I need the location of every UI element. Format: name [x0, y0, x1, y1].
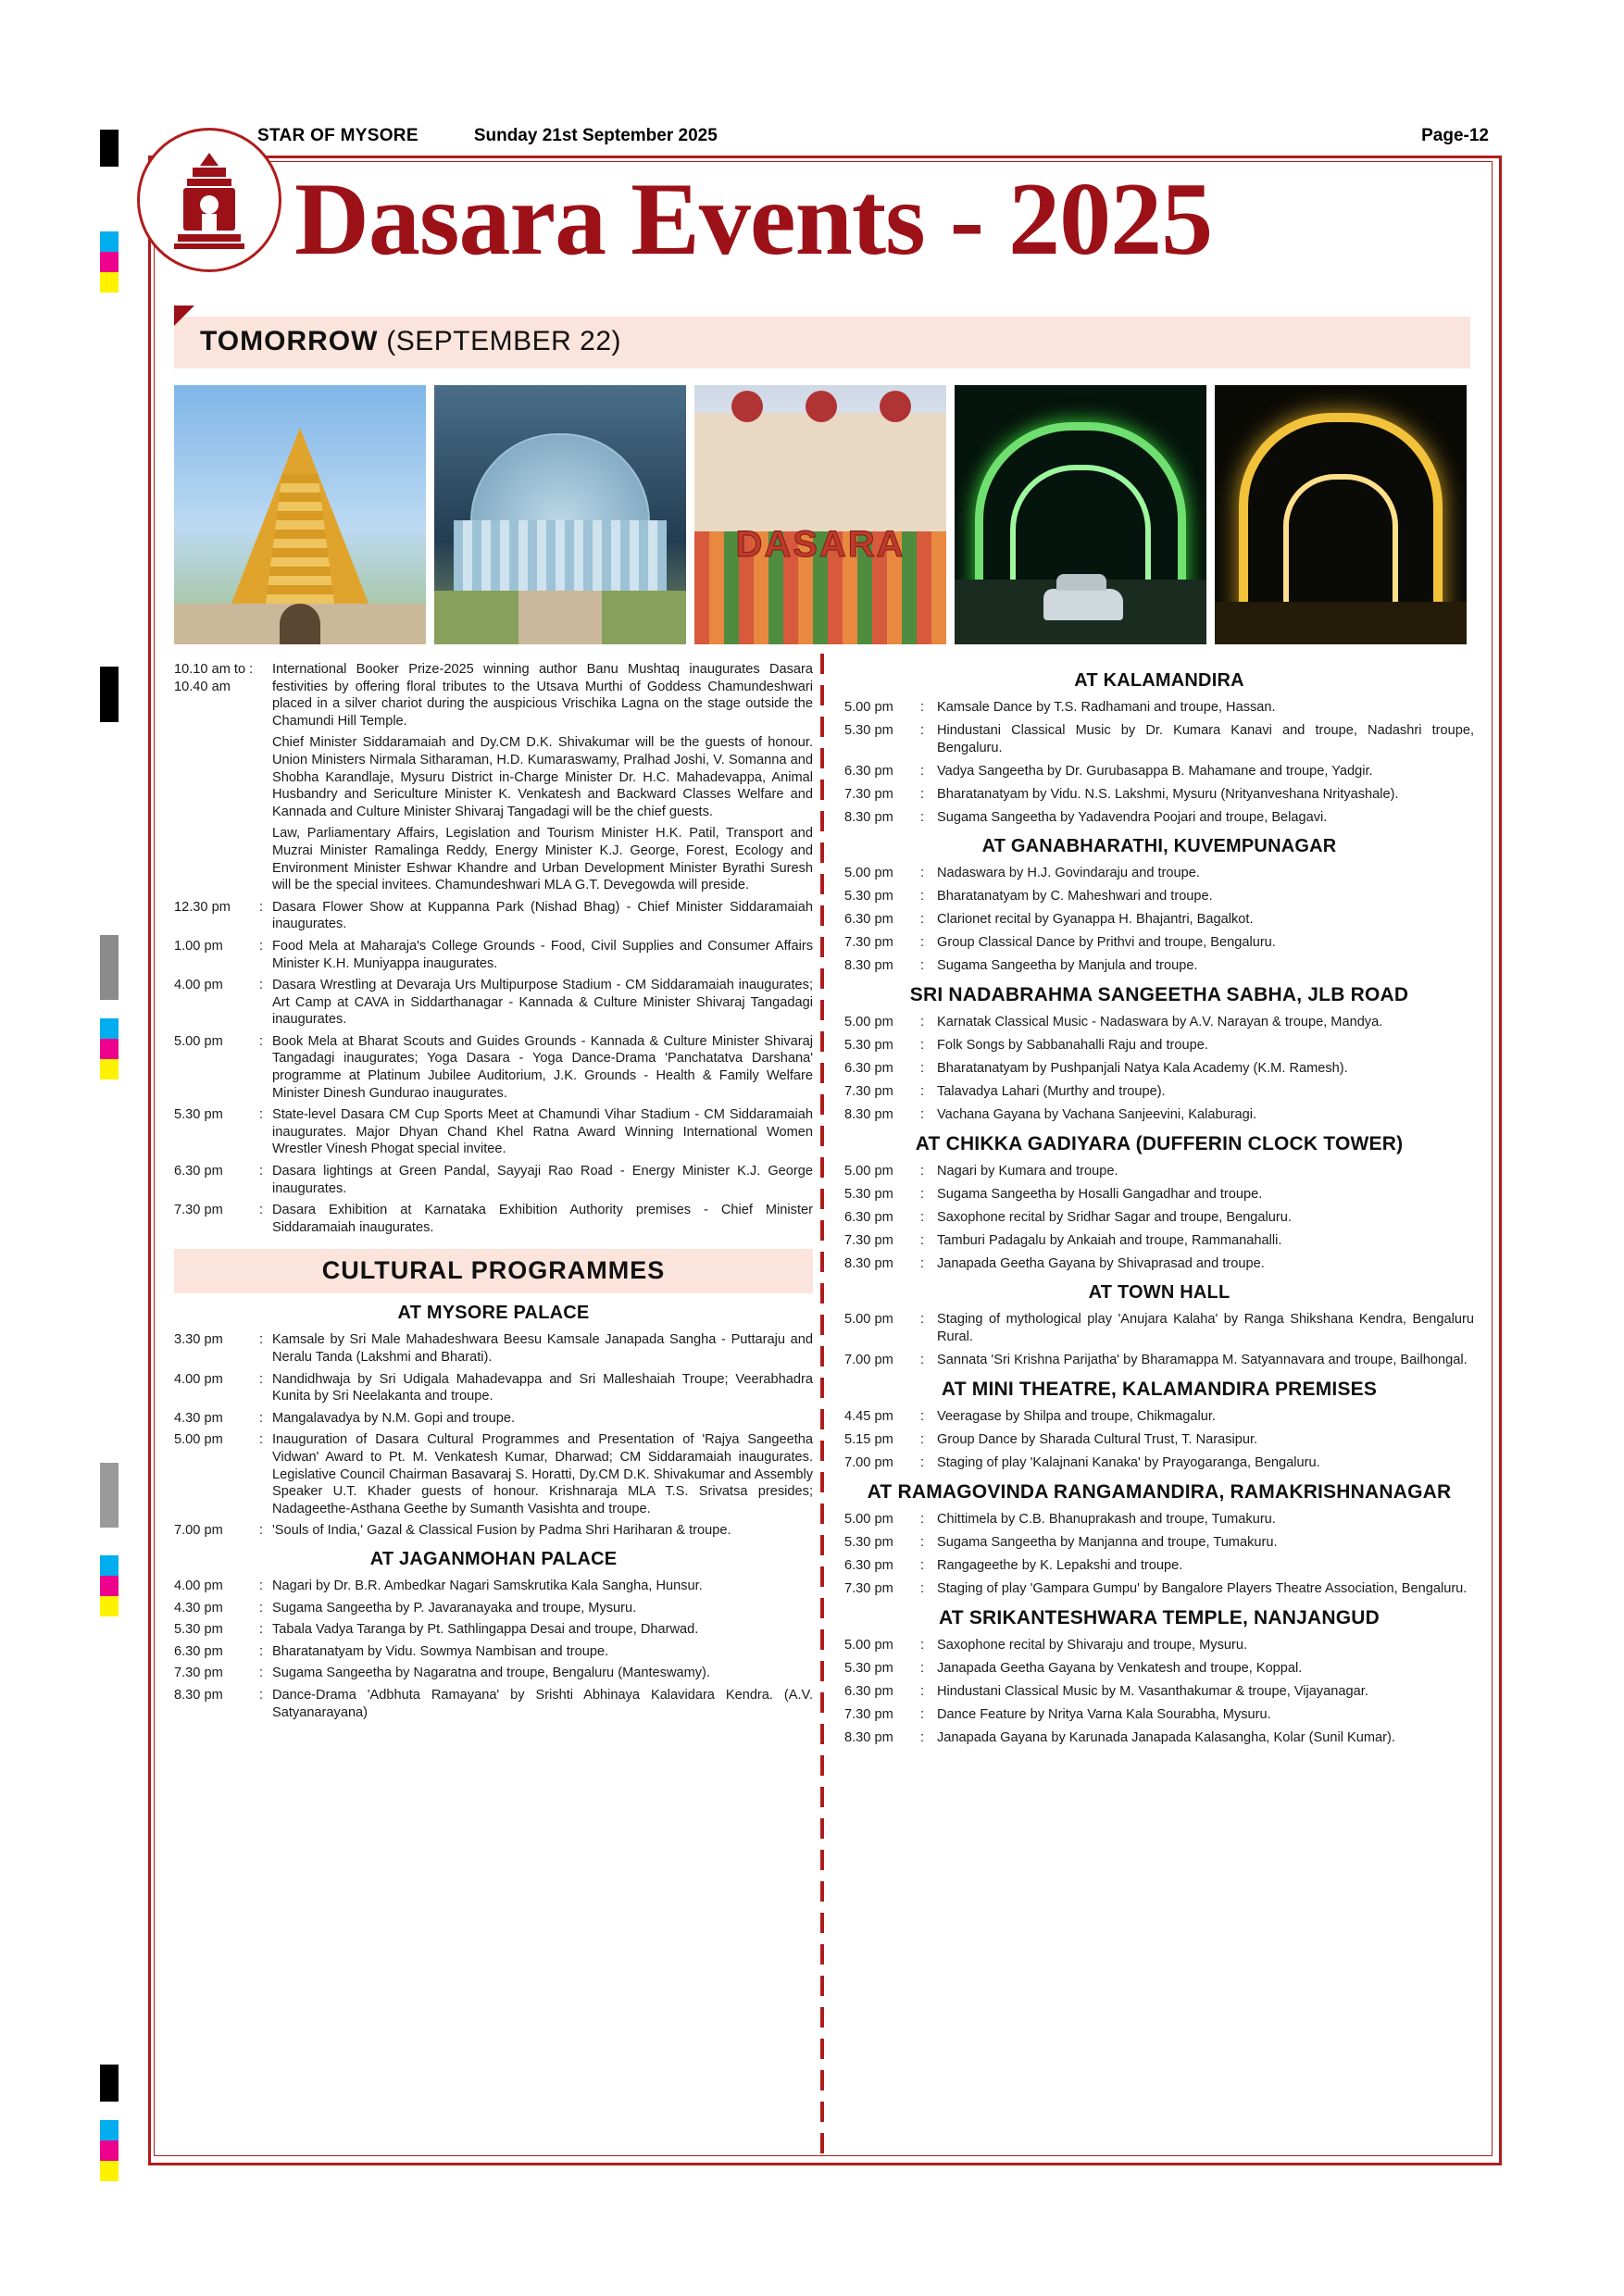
colon: :: [920, 700, 925, 715]
schedule-desc: Chittimela by C.B. Bhanuprakash and troupe, Tumakuru.: [937, 1512, 1276, 1527]
cultural-programmes-band: CULTURAL PROGRAMMES: [174, 1249, 813, 1293]
colon: :: [920, 1061, 925, 1076]
schedule-desc: Staging of play 'Gampara Gumpu' by Bangalore Players Theatre Association, Bengaluru.: [937, 1581, 1468, 1596]
colon: :: [920, 1015, 925, 1029]
colon: :: [920, 866, 925, 880]
schedule-time: 3.30 pm: [174, 1332, 223, 1348]
schedule-desc: Vachana Gayana by Vachana Sanjeevini, Kalaburagi.: [937, 1107, 1257, 1122]
schedule-time: 5.00 pm: [844, 700, 893, 715]
colon: :: [920, 764, 925, 779]
schedule-row: [174, 938, 813, 972]
colon: [259, 661, 272, 730]
schedule-time: 4.30 pm: [174, 1600, 223, 1616]
colon: :: [259, 1600, 264, 1616]
colon: :: [920, 1312, 925, 1327]
color-bar-cyan: [100, 1555, 119, 1576]
schedule-desc: Talavadya Lahari (Murthy and troupe).: [937, 1084, 1166, 1099]
schedule-desc: Sugama Sangeetha by Manjula and troupe.: [937, 958, 1198, 973]
colon: :: [259, 899, 264, 915]
color-bar-magenta: [100, 1576, 119, 1596]
colon: :: [920, 1107, 925, 1122]
schedule-row: [174, 1621, 813, 1639]
schedule-time: 4.00 pm: [174, 978, 223, 993]
schedule-time: 4.45 pm: [844, 1409, 893, 1424]
colon: :: [920, 958, 925, 973]
photo-strip: [174, 385, 1470, 644]
tomorrow-date: (SEPTEMBER 22): [378, 326, 621, 356]
schedule-row: [174, 977, 813, 1029]
photo-chamundi-hill-temple-gopuram: [174, 385, 426, 644]
venue-heading: SRI NADABRAHMA SANGEETHA SABHA, JLB ROAD: [909, 984, 1409, 1005]
colon: :: [920, 1558, 925, 1573]
page-header: [257, 126, 1489, 146]
colon: :: [259, 1371, 264, 1387]
schedule-desc: Dasara lightings at Green Pandal, Sayyaji Rao Road - Energy Minister K.J. George inaugurates.: [272, 1164, 813, 1196]
schedule-time: 5.00 pm: [844, 1638, 893, 1653]
schedule-time: 5.30 pm: [844, 723, 893, 738]
schedule-time: 5.30 pm: [174, 1107, 223, 1123]
colon: :: [920, 935, 925, 950]
schedule-row: [844, 1729, 1474, 1747]
schedule-desc: Rangageethe by K. Lepakshi and troupe.: [937, 1558, 1183, 1573]
registration-mark: [100, 1463, 119, 1528]
photo-green-archway-lighting: [955, 385, 1206, 644]
schedule-row: [844, 1209, 1474, 1227]
colon: :: [259, 1687, 264, 1703]
colon: :: [920, 1038, 925, 1053]
schedule-time: 8.30 pm: [844, 1256, 893, 1271]
schedule-time: 7.00 pm: [174, 1523, 223, 1539]
schedule-row: [844, 1014, 1474, 1031]
colon: :: [920, 1233, 925, 1248]
schedule-desc: Group Classical Dance by Prithvi and troupe, Bengaluru.: [937, 935, 1276, 950]
schedule-time: 8.30 pm: [844, 958, 893, 973]
schedule-row: [174, 1202, 813, 1236]
schedule-time: 7.30 pm: [844, 1084, 893, 1099]
venue-heading: AT JAGANMOHAN PALACE: [369, 1548, 618, 1569]
schedule-row: [844, 1534, 1474, 1552]
schedule-desc: Sugama Sangeetha by Nagaratna and troupe, Bengaluru (Manteswamy).: [272, 1666, 710, 1681]
schedule-time: 7.30 pm: [174, 1203, 223, 1218]
schedule-time: 5.30 pm: [844, 889, 893, 904]
schedule-row: [844, 1232, 1474, 1250]
schedule-desc: Dasara Wrestling at Devaraja Urs Multipurpose Stadium - CM Siddaramaiah inaugurates; Art Camp at CAVA in Siddarthanagar - Kannada & Culture Minister Shivaraj Tangadagi inaugurates.: [272, 978, 813, 1028]
schedule-row: [844, 1557, 1474, 1575]
venue-heading: AT SRIKANTESHWARA TEMPLE, NANJANGUD: [938, 1607, 1380, 1628]
schedule-time: 5.30 pm: [844, 1535, 893, 1550]
schedule-row: [844, 1706, 1474, 1724]
venue-heading: AT CHIKKA GADIYARA (DUFFERIN CLOCK TOWER): [915, 1133, 1404, 1154]
schedule-row: [174, 1665, 813, 1682]
colon: :: [920, 1684, 925, 1699]
schedule-row: [844, 1683, 1474, 1701]
schedule-row: [174, 1410, 813, 1428]
schedule-time: 5.00 pm: [174, 1033, 223, 1049]
schedule-time: 6.30 pm: [844, 1558, 893, 1573]
color-bar-yellow: [100, 272, 119, 293]
schedule-time: 6.30 pm: [844, 1684, 893, 1699]
schedule-desc: Kamsale Dance by T.S. Radhamani and troupe, Hassan.: [937, 700, 1276, 715]
schedule-time: 7.30 pm: [844, 1581, 893, 1596]
schedule-time: 7.30 pm: [844, 1233, 893, 1248]
color-bar-magenta: [100, 1039, 119, 1059]
schedule-time: 8.30 pm: [844, 810, 893, 825]
schedule-desc: Saxophone recital by Shivaraju and troupe, Mysuru.: [937, 1638, 1248, 1653]
schedule-desc: Nagari by Dr. B.R. Ambedkar Nagari Samskrutika Kala Sangha, Hunsur.: [272, 1578, 703, 1593]
schedule-time: 5.30 pm: [844, 1661, 893, 1676]
schedule-row: [174, 1578, 813, 1595]
tomorrow-label: [200, 326, 621, 357]
schedule-desc: Janapada Geetha Gayana by Venkatesh and troupe, Koppal.: [937, 1661, 1303, 1676]
color-bar-cyan: [100, 231, 119, 252]
colon: :: [259, 1432, 264, 1448]
schedule-time: 5.15 pm: [844, 1432, 893, 1447]
schedule-desc: Clarionet recital by Gyanappa H. Bhajantri, Bagalkot.: [937, 912, 1254, 927]
schedule-row: [174, 1431, 813, 1517]
schedule-row: [844, 1163, 1474, 1180]
schedule-paragraph: Law, Parliamentary Affairs, Legislation and Tourism Minister H.K. Patil, Transport and Muzrai Minister Ramalinga Reddy, Energy Minister K.J. George, Forest, Ecology and Environment Minister Eshwar Khandre and Urban Development Minister Byrathi Suresh will be the special invitees. Chamundeshwari MLA G.T. Devegowda will preside.: [272, 826, 813, 893]
schedule-desc: Bharatanatyam by Pushpanjali Natya Kala Academy (K.M. Ramesh).: [937, 1061, 1348, 1076]
colon: :: [920, 1455, 925, 1470]
publication-title: STAR OF MYSORE: [257, 126, 418, 145]
schedule-row: [844, 1454, 1474, 1472]
schedule-row: [174, 1600, 813, 1617]
schedule-desc: Dasara Flower Show at Kuppanna Park (Nishad Bhag) - Chief Minister Siddaramaiah inaugurates.: [272, 899, 813, 932]
schedule-desc: Sugama Sangeetha by P. Javaranayaka and troupe, Mysuru.: [272, 1600, 637, 1616]
colon: :: [920, 1409, 925, 1424]
tomorrow-word: TOMORROW: [200, 326, 379, 356]
colon: :: [259, 1622, 264, 1638]
schedule-desc: Veeragase by Shilpa and troupe, Chikmagalur.: [937, 1409, 1216, 1424]
schedule-desc: Staging of mythological play 'Anujara Kalaha' by Ranga Shikshana Kendra, Bengaluru Rural.: [937, 1312, 1474, 1344]
schedule-desc: Nagari by Kumara and troupe.: [937, 1164, 1118, 1179]
schedule-row: [174, 1033, 813, 1102]
schedule-time: 4.00 pm: [174, 1578, 223, 1593]
colon: :: [259, 1203, 264, 1218]
colon: :: [920, 1707, 925, 1722]
schedule-desc: Book Mela at Bharat Scouts and Guides Grounds - Kannada & Culture Minister Shivaraj Tangadagi inaugurates; Yoga Dasara - Yoga Dance-Drama 'Panchatatva Darshana' programme at Platinum Jubilee Auditorium, J.K. Grounds - Health & Family Welfare Minister Dinesh Gundurao inaugurates.: [272, 1033, 813, 1101]
colon: :: [920, 1084, 925, 1099]
schedule-time: 7.30 pm: [844, 787, 893, 802]
schedule-row: [174, 1522, 813, 1540]
colon: :: [259, 1523, 264, 1539]
schedule-desc: Janapada Geetha Gayana by Shivaprasad and troupe.: [937, 1256, 1265, 1271]
schedule-time: 5.30 pm: [174, 1622, 223, 1638]
schedule-desc: Sugama Sangeetha by Hosalli Gangadhar and troupe.: [937, 1187, 1263, 1202]
schedule-time: 7.00 pm: [844, 1353, 893, 1367]
schedule-desc: Folk Songs by Sabbanahalli Raju and troupe.: [937, 1038, 1208, 1053]
colon: :: [920, 723, 925, 738]
schedule-time: 5.30 pm: [844, 1187, 893, 1202]
masthead-title: Dasara Events - 2025: [294, 162, 1213, 277]
colon: :: [920, 1638, 925, 1653]
schedule-row: [844, 1106, 1474, 1124]
goddess-chamundeshwari-emblem-icon: [137, 128, 281, 272]
schedule-row: [844, 1083, 1474, 1101]
colon: :: [920, 1581, 925, 1596]
schedule-time: 12.30 pm: [174, 899, 231, 915]
schedule-time: 6.30 pm: [844, 912, 893, 927]
schedule-time: 5.00 pm: [844, 1312, 893, 1327]
schedule-time: 1.00 pm: [174, 938, 223, 954]
schedule-desc: Hindustani Classical Music by Dr. Kumara Kanavi and troupe, Nadashri troupe, Bengaluru.: [937, 723, 1474, 755]
registration-mark: [100, 130, 119, 167]
colon: :: [920, 1432, 925, 1447]
schedule-row: [174, 1643, 813, 1661]
venue-heading: AT GANABHARATHI, KUVEMPUNAGAR: [981, 836, 1337, 856]
schedule-desc: Saxophone recital by Sridhar Sagar and troupe, Bengaluru.: [937, 1210, 1292, 1225]
schedule-desc: Dasara Exhibition at Karnataka Exhibition Authority premises - Chief Minister Siddaramaiah inaugurates.: [272, 1203, 813, 1235]
schedule-desc: Inauguration of Dasara Cultural Programmes and Presentation of 'Rajya Sangeetha Vidwan' Award to Pt. M. Venkatesh Kumar, Dharwad; CM Siddaramaiah inaugurates. Legislative Council Chairman Basavaraj S. Horatti, Dy.CM D.K. Shivakumar and Assembly Speaker U.T. Khader guests of honour. Krishnaraja MLA T.S. Srivatsa presides; Nadageethe-Asthana Geethe by Sumanth Vasishta and troupe.: [272, 1432, 813, 1516]
colon: :: [920, 889, 925, 904]
schedule-desc: State-level Dasara CM Cup Sports Meet at Chamundi Vihar Stadium - CM Siddaramaiah inaugurates. Major Dhyan Chand Khel Ratna Award Winning International Women Wrestler Vinesh Phogat special invitee.: [272, 1107, 813, 1157]
colon: :: [920, 1164, 925, 1179]
schedule-row: [844, 1186, 1474, 1204]
colon: :: [920, 1256, 925, 1271]
schedule-time: 6.30 pm: [844, 1210, 893, 1225]
schedule-desc: Nandidhwaja by Sri Udigala Mahadevappa and Sri Malleshaiah Troupe; Veerabhadra Kunita by Sri Neelakanta and troupe.: [272, 1371, 813, 1404]
schedule-row: [844, 934, 1474, 952]
colon: :: [920, 1210, 925, 1225]
schedule-time: 6.30 pm: [844, 1061, 893, 1076]
schedule-row: [844, 865, 1474, 882]
schedule-time: 8.30 pm: [174, 1687, 223, 1703]
schedule-row: [844, 1660, 1474, 1678]
publication-date: Sunday 21st September 2025: [473, 126, 718, 145]
schedule-row: [844, 1580, 1474, 1598]
colon: :: [920, 787, 925, 802]
schedule-desc: Kamsale by Sri Male Mahadeshwara Beesu Kamsale Janapada Sangha - Puttaraju and Neralu Tanda (Lakshmi and Bharati).: [272, 1332, 813, 1365]
color-bar-magenta: [100, 2140, 119, 2161]
colon: :: [920, 1535, 925, 1550]
colon: :: [259, 1578, 264, 1593]
registration-mark: [100, 935, 119, 1000]
colon: :: [259, 1107, 264, 1123]
colon: :: [920, 1661, 925, 1676]
schedule-paragraph: Chief Minister Siddaramaiah and Dy.CM D.K. Shivakumar will be the guests of honour. Union Ministers Nirmala Sitharaman, H.D. Kumaraswamy, Pralhad Joshi, V. Somanna and Shobha Karandlaje, Mysuru District in-Charge Minister Dr. H.C. Mahadevappa, Animal Husbandry and Sericulture Minister K. Venkatesh and Backward Classes Welfare and Kannada and Culture Minister Shivaraj Tangadagi will be the chief guests.: [272, 735, 813, 819]
schedule-row: [844, 1060, 1474, 1078]
colon: :: [259, 978, 264, 993]
schedule-row: [844, 699, 1474, 717]
schedule-time: 8.30 pm: [844, 1107, 893, 1122]
schedule-time: 5.00 pm: [844, 1164, 893, 1179]
schedule-row: [844, 888, 1474, 905]
color-bar-yellow: [100, 2161, 119, 2181]
schedule-desc: Sannata 'Sri Krishna Parijatha' by Bharamappa M. Satyannavara and troupe, Bailhongal.: [937, 1353, 1468, 1367]
schedule-time: 7.30 pm: [844, 1707, 893, 1722]
schedule-time: 5.00 pm: [174, 1432, 223, 1448]
schedule-time: 6.30 pm: [844, 764, 893, 779]
left-column: [174, 661, 813, 1726]
schedule-time: 6.30 pm: [174, 1164, 223, 1179]
schedule-row: [174, 661, 813, 730]
colon: :: [920, 1512, 925, 1527]
color-bar-cyan: [100, 1018, 119, 1039]
schedule-row: [174, 1106, 813, 1158]
schedule-row: [174, 1371, 813, 1405]
venue-heading: AT MYSORE PALACE: [397, 1303, 590, 1324]
schedule-row: [844, 911, 1474, 929]
schedule-desc: Dance Feature by Nritya Varna Kala Sourabha, Mysuru.: [937, 1707, 1271, 1722]
photo-glass-house: [434, 385, 686, 644]
colon: :: [920, 1353, 925, 1367]
venue-heading: AT MINI THEATRE, KALAMANDIRA PREMISES: [941, 1379, 1378, 1400]
schedule-time: 5.30 pm: [844, 1038, 893, 1053]
schedule-row: [174, 1687, 813, 1721]
schedule-time: 4.00 pm: [174, 1371, 223, 1387]
schedule-row: [174, 1331, 813, 1366]
registration-mark: [100, 2065, 119, 2102]
schedule-desc: Janapada Gayana by Karunada Janapada Kalasangha, Kolar (Sunil Kumar).: [937, 1730, 1395, 1745]
colon: :: [259, 1332, 264, 1348]
schedule-row: [844, 809, 1474, 827]
schedule-desc: Tabala Vadya Taranga by Pt. Sathlingappa Desai and troupe, Dharwad.: [272, 1622, 699, 1638]
schedule-time: 5.00 pm: [844, 1512, 893, 1527]
schedule-desc: Vadya Sangeetha by Dr. Gurubasappa B. Mahamane and troupe, Yadgir.: [937, 764, 1373, 779]
registration-mark: [100, 667, 119, 722]
schedule-row: [844, 763, 1474, 780]
page-number: Page-12: [1421, 126, 1489, 145]
schedule-time: 7.00 pm: [844, 1455, 893, 1470]
schedule-row: [844, 957, 1474, 975]
colon: :: [920, 1730, 925, 1745]
schedule-row: [844, 722, 1474, 757]
schedule-desc: Group Dance by Sharada Cultural Trust, T. Narasipur.: [937, 1432, 1258, 1447]
schedule-desc: Food Mela at Maharaja's College Grounds - Food, Civil Supplies and Consumer Affairs Minister K.H. Muniyappa inaugurates.: [272, 938, 813, 971]
schedule-desc: International Booker Prize-2025 winning author Banu Mushtaq inaugurates Dasara festivities by offering floral tributes to the Utsava Murthi of Goddess Chamundeshwari placed in a silver chariot during the auspicious Vrischika Lagna on the stage outside the Chamundi Hill Temple.: [272, 662, 813, 729]
schedule-desc: 'Souls of India,' Gazal & Classical Fusion by Padma Shri Hariharan & troupe.: [272, 1523, 731, 1539]
schedule-time: 4.30 pm: [174, 1410, 223, 1426]
schedule-desc: Bharatanatyam by Vidu. Sowmya Nambisan and troupe.: [272, 1643, 609, 1659]
schedule-desc: Sugama Sangeetha by Manjanna and troupe, Tumakuru.: [937, 1535, 1278, 1550]
colon: :: [259, 938, 264, 954]
photo-mysore-palace-flowers: DASARA: [694, 385, 946, 644]
schedule-desc: Dance-Drama 'Adbhuta Ramayana' by Srishti Abhinaya Kalavidara Kendra. (A.V. Satyanarayana): [272, 1687, 813, 1720]
schedule-desc: Mangalavadya by N.M. Gopi and troupe.: [272, 1410, 516, 1426]
colon: :: [920, 810, 925, 825]
color-bar-yellow: [100, 1596, 119, 1616]
colon: :: [259, 1666, 264, 1681]
schedule-time: 5.00 pm: [844, 1015, 893, 1029]
schedule-row: [844, 1037, 1474, 1054]
right-column: [844, 661, 1474, 1753]
schedule-desc: Karnatak Classical Music - Nadaswara by A.V. Narayan & troupe, Mandya.: [937, 1015, 1383, 1029]
schedule-desc: Bharatanatyam by Vidu. N.S. Lakshmi, Mysuru (Nrityanveshana Nrityashale).: [937, 787, 1399, 802]
colon: :: [920, 1187, 925, 1202]
schedule-row: [844, 1311, 1474, 1346]
schedule-desc: Tamburi Padagalu by Ankaiah and troupe, Rammanahalli.: [937, 1233, 1282, 1248]
schedule-time: 5.00 pm: [844, 866, 893, 880]
venue-heading: AT TOWN HALL: [1088, 1282, 1230, 1303]
venue-heading: AT KALAMANDIRA: [1074, 670, 1244, 691]
schedule-row: [844, 1255, 1474, 1273]
schedule-desc: Hindustani Classical Music by M. Vasanthakumar & troupe, Vijayanagar.: [937, 1684, 1368, 1699]
schedule-desc: Staging of play 'Kalajnani Kanaka' by Prayogaranga, Bengaluru.: [937, 1455, 1320, 1470]
colon: :: [259, 1164, 264, 1179]
venue-heading: AT RAMAGOVINDA RANGAMANDIRA, RAMAKRISHNANAGAR: [867, 1481, 1452, 1503]
schedule-row: [844, 1637, 1474, 1654]
schedule-desc: Bharatanatyam by C. Maheshwari and troupe.: [937, 889, 1213, 904]
schedule-time: 7.30 pm: [844, 935, 893, 950]
schedule-row: [844, 1431, 1474, 1449]
schedule-row: [844, 1511, 1474, 1529]
colon: :: [259, 1033, 264, 1049]
schedule-desc: Sugama Sangeetha by Yadavendra Poojari and troupe, Belagavi.: [937, 810, 1328, 825]
schedule-desc: Nadaswara by H.J. Govindaraju and troupe.: [937, 866, 1200, 880]
schedule-row: [844, 786, 1474, 804]
schedule-row: [844, 1352, 1474, 1369]
schedule-row: [174, 899, 813, 933]
schedule-time: 10.10 am to : 10.40 am: [174, 662, 254, 694]
schedule-row: [844, 1408, 1474, 1426]
colon: :: [259, 1410, 264, 1426]
color-bar-cyan: [100, 2120, 119, 2140]
colon: :: [259, 1643, 264, 1659]
colon: :: [920, 912, 925, 927]
column-divider: [820, 654, 824, 2153]
color-bar-yellow: [100, 1059, 119, 1079]
schedule-time: 7.30 pm: [174, 1666, 223, 1681]
color-bar-magenta: [100, 252, 119, 272]
photo-golden-gate-lighting: [1215, 385, 1467, 644]
schedule-row: [174, 1163, 813, 1197]
schedule-time: 8.30 pm: [844, 1730, 893, 1745]
schedule-time: 6.30 pm: [174, 1643, 223, 1659]
